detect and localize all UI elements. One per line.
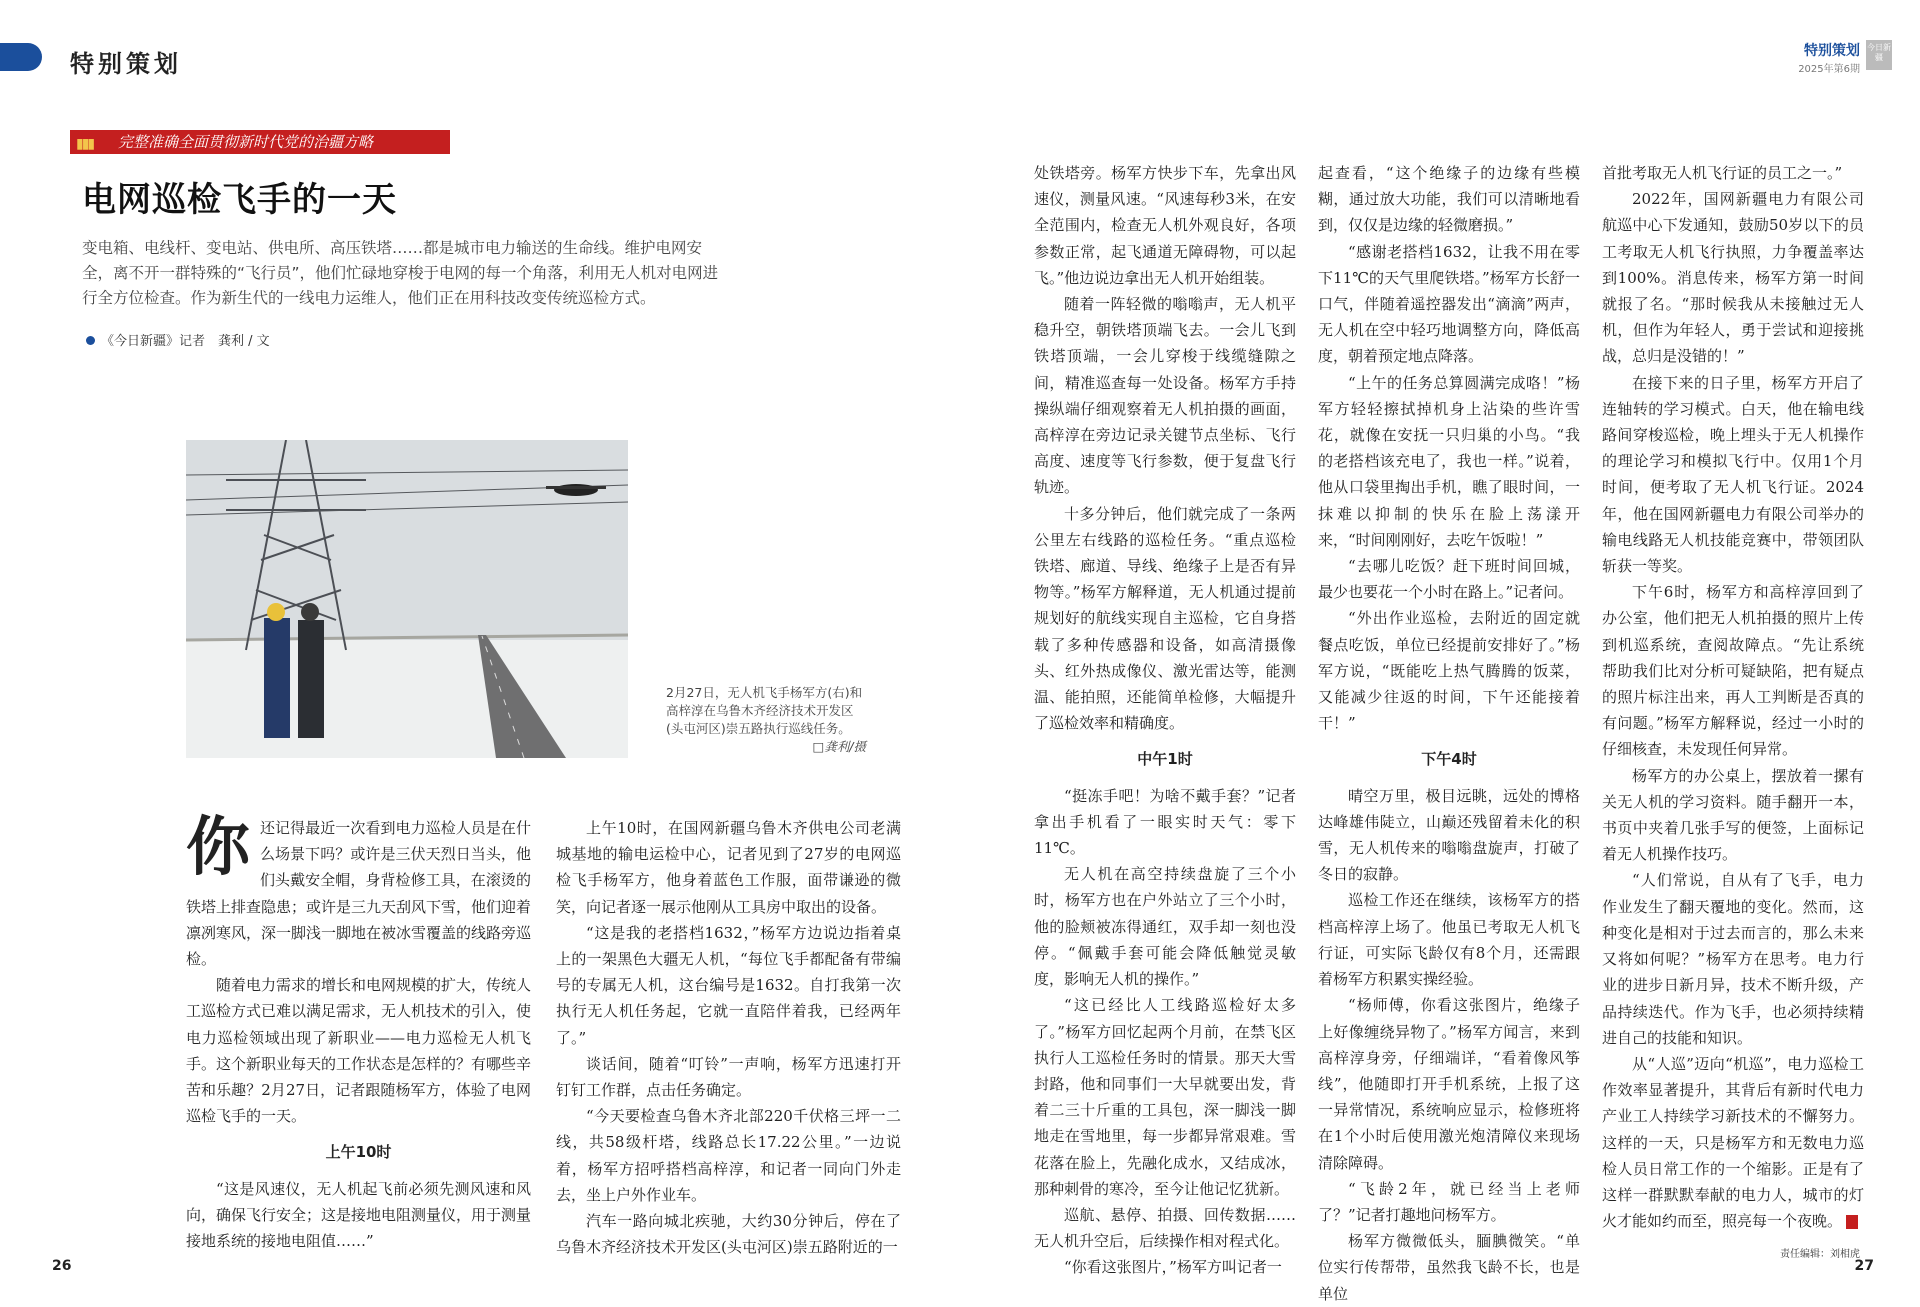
paragraph: 下午6时，杨军方和高梓淳回到了办公室，他们把无人机拍摄的照片上传到机巡系统，查阅故障点。“先让系统帮助我们比对分析可疑缺陷，把有疑点的照片标注出来，再人工判断是否真的有问题。”杨军方解释说，经过一小时的仔细核查，未发现任何异常。 [1602, 583, 1864, 759]
magazine-logo: 今日新疆 [1866, 40, 1892, 70]
paragraph-text: 从“人巡”迈向“机巡”，电力巡检工作效率显著提升，其背后有新时代电力产业工人持续学习新技术的不懈努力。这样的一天，只是杨军方和无数电力巡检人员日常工作的一个缩影。正是有了这样一群默默奉献的电力人，城市的灯火才能如约而至，照亮每一个夜晚。 [1602, 1054, 1864, 1231]
paragraph: “人们常说，自从有了飞手，电力作业发生了翻天覆地的变化。然而，这种变化是相对于过去而言的，那么未来又将如何呢？”杨军方在思考。电力行业的进步日新月异，技术不断升级，产品持续迭代。作为飞手，也必须持续精进自己的技能和知识。 [1602, 871, 1864, 1047]
paragraph: 巡航、悬停、拍摄、回传数据……无人机升空后，后续操作相对程式化。 [1034, 1205, 1296, 1251]
section-title-left: 特别策划 [70, 49, 182, 78]
paragraph: 杨军方微微低头，腼腆微笑。“单位实行传帮带，虽然我飞龄不长，也是单位 [1318, 1232, 1580, 1303]
paragraph: “你看这张图片，”杨军方叫记者一 [1064, 1258, 1282, 1277]
paragraph: 汽车一路向城北疾驰，大约30分钟后，停在了乌鲁木齐经济技术开发区(头屯河区)崇五路附近的一 [556, 1212, 901, 1257]
section-title-right: 特别策划 [1804, 43, 1860, 59]
end-mark-icon [1846, 1215, 1858, 1229]
paragraph: 无人机在高空持续盘旋了三个小时，杨军方也在户外站立了三个小时，他的脸颊被冻得通红，双手却一刻也没停。“佩戴手套可能会降低触觉灵敏度，影响无人机的操作。” [1034, 865, 1296, 989]
paragraph: “今天要检查乌鲁木齐北部220千伏格三坪一二线，共58级杆塔，线路总长17.22公里。”一边说着，杨军方招呼搭档高梓淳，和记者一同向门外走去，坐上户外作业车。 [556, 1107, 901, 1204]
paragraph: 随着电力需求的增长和电网规模的扩大，传统人工巡检方式已难以满足需求，无人机技术的引入，使电力巡检领域出现了新职业——电力巡检无人机飞手。这个新职业每天的工作状态是怎样的？有哪些辛苦和乐趣？2月27日，记者跟随杨军方，体验了电网巡检飞手的一天。 [186, 976, 532, 1126]
paragraph: “上午的任务总算圆满完成咯！”杨军方轻轻擦拭掉机身上沾染的些许雪花，就像在安抚一只归巢的小鸟。“我的老搭档该充电了，我也一样。”说着，他从口袋里掏出手机，瞧了眼时间，一抹难以抑制的快乐在脸上荡漾开来，“时间刚刚好，去吃午饭啦！” [1318, 373, 1580, 549]
byline-text: 《今日新疆》记者 龚利 / 文 [101, 334, 270, 349]
paragraph: 起查看，“这个绝缘子的边缘有些模糊，通过放大功能，我们可以清晰地看到，仅仅是边缘的轻微磨损。” [1318, 164, 1580, 235]
paragraph: 巡检工作还在继续，该杨军方的搭档高梓淳上场了。他虽已考取无人机飞行证，可实际飞龄仅有8个月，还需跟着杨军方积累实操经验。 [1318, 891, 1580, 989]
article-lede: 变电箱、电线杆、变电站、供电所、高压铁塔……都是城市电力输送的生命线。维护电网安全，离不开一群特殊的“飞行员”，他们忙碌地穿梭于电网的每一个角落，利用无人机对电网进行全方位检查。作为新生代的一线电力运维人，他们正在用科技改变传统巡检方式。 [82, 239, 719, 307]
text-column-3 [1034, 160, 1296, 1281]
paragraph: 处铁塔旁。杨军方快步下车，先拿出风速仪，测量风速。“风速每秒3米，在安全范围内，检查无人机外观良好，各项参数正常，起飞通道无障碍物，可以起飞。”他边说边拿出无人机开始组装。 [1034, 164, 1296, 287]
paragraph: 晴空万里，极目远眺，远处的博格达峰雄伟陡立，山巅还残留着未化的积雪，无人机传来的嗡嗡盘旋声，打破了冬日的寂静。 [1318, 786, 1580, 884]
text-column-5 [1602, 160, 1864, 1234]
paragraph: “这是风速仪，无人机起飞前必须先测风速和风向，确保飞行安全；这是接地电阻测量仪，用于测量接地系统的接地电阻值……” [186, 1179, 532, 1251]
subheading: 下午4时 [1421, 750, 1477, 769]
paragraph: 还记得最近一次看到电力巡检人员是在什么场景下吗？或许是三伏天烈日当头，他们头戴安全帽，身背检修工具，在滚烫的铁塔上排查隐患；或许是三九天刮风下雪，他们迎着凛冽寒风，深一脚浅一脚地在被冰雪覆盖的线路旁巡检。 [186, 819, 532, 969]
editor-credit: 责任编辑：刘相虎 [1780, 1249, 1860, 1260]
page-number-right: 27 [1854, 1258, 1874, 1274]
paragraph: 上午10时，在国网新疆乌鲁木齐供电公司老满城基地的输电运检中心，记者见到了27岁的电网巡检飞手杨军方，他身着蓝色工作服，面带谦逊的微笑，向记者逐一展示他刚从工具房中取出的设备。 [556, 819, 901, 916]
article-photo [186, 440, 628, 758]
paragraph: “杨师傅，你看这张图片，绝缘子上好像缠绕异物了。”杨军方闻言，来到高梓淳身旁，仔细端详，“看着像风筝线”，他随即打开手机系统，上报了这一异常情况，系统响应显示，检修班将在1个小时后使用激光炮清障仪来现场清除障碍。 [1318, 996, 1580, 1172]
running-header-right [1798, 40, 1860, 75]
article-title: 电网巡检飞手的一天 [82, 180, 397, 220]
subheading: 上午10时 [325, 1143, 392, 1162]
section-tab-marker [0, 43, 42, 71]
paragraph: 谈话间，随着“叮铃”一声响，杨军方迅速打开钉钉工作群，点击任务确定。 [556, 1054, 901, 1100]
issue-label: 2025年第6期 [1798, 64, 1860, 75]
paragraph: “这是我的老搭档1632，”杨军方边说边指着桌上的一架黑色大疆无人机，“每位飞手都配备有带编号的专属无人机，这台编号是1632。自打我第一次执行无人机任务起，它就一直陪伴着我，已经两年了。” [556, 923, 901, 1047]
paragraph: “外出作业巡检，去附近的固定就餐点吃饭，单位已经提前安排好了。”杨军方说，“既能吃上热气腾腾的饭菜，又能减少往返的时间，下午还能接着干！” [1318, 609, 1580, 733]
drop-cap: 你 [186, 810, 250, 885]
page-number-left: 26 [52, 1258, 72, 1274]
banner-text: 完整准确全面贯彻新时代党的治疆方略 [118, 133, 374, 151]
paragraph-final [1602, 1051, 1864, 1234]
paragraph: “飞龄2年，就已经当上老师了？”记者打趣地问杨军方。 [1318, 1179, 1580, 1224]
text-column-2 [556, 815, 901, 1260]
drone-inspection-photo [186, 440, 628, 758]
photo-caption [666, 684, 866, 756]
paragraph: 随着一阵轻微的嗡嗡声，无人机平稳升空，朝铁塔顶端飞去。一会儿飞到铁塔顶端，一会儿穿梭于线缆缝隙之间，精准巡查每一处设备。杨军方手持操纵端仔细观察着无人机拍摄的画面，高梓淳在旁边记录关键节点坐标、飞行高度、速度等飞行参数，便于复盘飞行轨迹。 [1034, 295, 1296, 497]
great-hall-icon: ▮▮▮ [76, 136, 94, 152]
paragraph: “这已经比人工线路巡检好太多了。”杨军方回忆起两个月前，在禁飞区执行人工巡检任务时的情景。那天大雪封路，他和同事们一大早就要出发，背着二三十斤重的工具包，深一脚浅一脚地走在雪地里，每一步都异常艰难。雪花落在脸上，先融化成水，又结成冰，那种刺骨的寒冷，至今让他记忆犹新。 [1034, 996, 1296, 1198]
photo-credit: □龚利/摄 [812, 739, 866, 754]
paragraph: “感谢老搭档1632，让我不用在零下11℃的天气里爬铁塔。”杨军方长舒一口气，伴随着遥控器发出“滴滴”两声，无人机在空中轻巧地调整方向，降低高度，朝着预定地点降落。 [1318, 242, 1580, 366]
subheading: 中午1时 [1137, 750, 1193, 769]
caption-text: 2月27日，无人机飞手杨军方(右)和高梓淳在乌鲁木齐经济技术开发区(头屯河区)崇五路执行巡线任务。 [666, 685, 863, 736]
paragraph: 杨军方的办公桌上，摆放着一摞有关无人机的学习资料。随手翻开一本，书页中夹着几张手写的便签，上面标记着无人机操作技巧。 [1602, 766, 1864, 864]
byline [86, 330, 270, 349]
paragraph: 在接下来的日子里，杨军方开启了连轴转的学习模式。白天，他在输电线路间穿梭巡检，晚上埋头于无人机操作的理论学习和模拟飞行中。仅用1个月时间，便考取了无人机飞行证。2024年，他在国网新疆电力有限公司举办的输电线路无人机技能竞赛中，带领团队斩获一等奖。 [1602, 373, 1864, 576]
text-column-4 [1318, 160, 1580, 1307]
campaign-banner [70, 130, 450, 154]
text-column-1 [186, 810, 532, 1254]
paragraph: “去哪儿吃饭？赶下班时间回城，最少也要花一个小时在路上。”记者问。 [1318, 557, 1580, 602]
bullet-icon [86, 336, 95, 345]
paragraph: 十多分钟后，他们就完成了一条两公里左右线路的巡检任务。“重点巡检铁塔、廊道、导线、绝缘子上是否有异物等。”杨军方解释道，无人机通过提前规划好的航线实现自主巡检，它自身搭载了多种传感器和设备，如高清摄像头、红外热成像仪、激光雷达等，能测温、能拍照，还能简单检修，大幅提升了巡检效率和精确度。 [1034, 504, 1296, 733]
paragraph: “挺冻手吧！为啥不戴手套？”记者拿出手机看了一眼实时天气：零下11℃。 [1034, 786, 1296, 858]
paragraph: 2022年，国网新疆电力有限公司航巡中心下发通知，鼓励50岁以下的员工考取无人机飞行执照，力争覆盖率达到100%。消息传来，杨军方第一时间就报了名。“那时候我从未接触过无人机，但作为年轻人，勇于尝试和迎接挑战，总归是没错的！” [1602, 190, 1864, 366]
paragraph: 首批考取无人机飞行证的员工之一。” [1602, 164, 1843, 182]
